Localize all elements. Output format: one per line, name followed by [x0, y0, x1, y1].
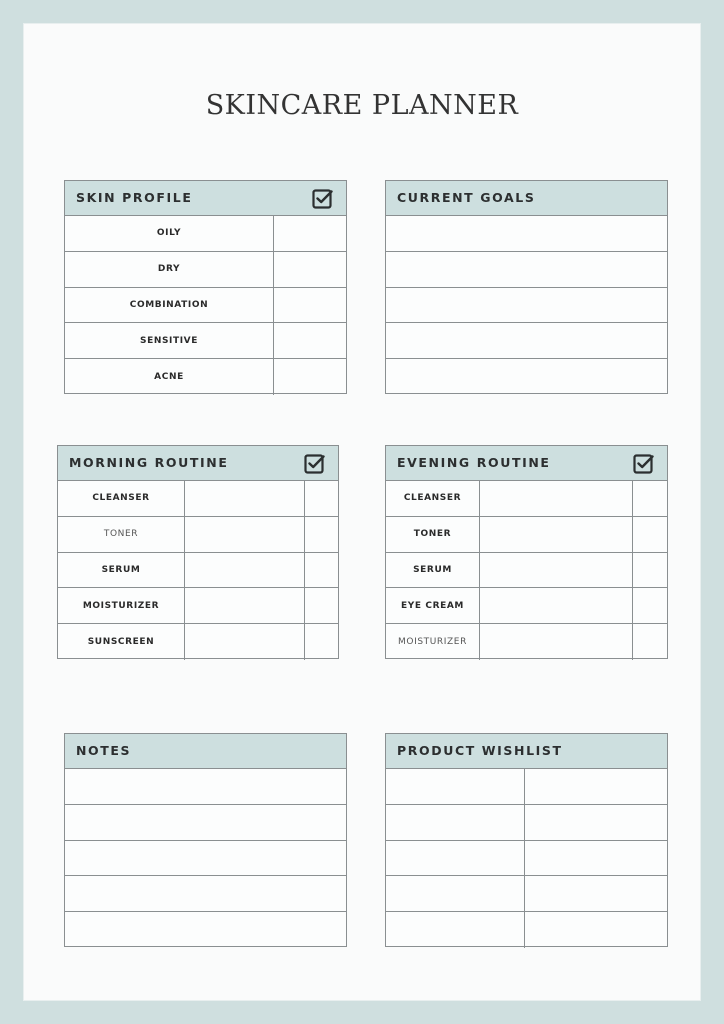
note-row[interactable]	[65, 876, 346, 912]
entry-cell[interactable]	[65, 912, 346, 948]
checkbox-cell[interactable]	[633, 624, 667, 660]
row-label-cell	[58, 553, 185, 588]
checkbox-cell[interactable]	[305, 553, 338, 588]
entry-cell[interactable]	[480, 588, 633, 623]
row-label-cell	[65, 288, 274, 323]
entry-cell[interactable]	[386, 359, 667, 395]
entry-cell[interactable]	[65, 769, 346, 804]
checkbox-cell[interactable]	[305, 624, 338, 660]
note-row[interactable]	[65, 805, 346, 841]
row-label: SERUM	[413, 564, 452, 575]
current-goals-heading: CURRENT GOALS	[397, 190, 536, 205]
checkbox-cell[interactable]	[633, 481, 667, 516]
entry-cell[interactable]	[480, 517, 633, 552]
checkbox-cell[interactable]	[274, 323, 346, 358]
wishlist-row[interactable]	[386, 876, 667, 912]
row-label: CLEANSER	[403, 493, 462, 504]
row-label: OILY	[156, 228, 182, 239]
wishlist-row[interactable]	[386, 841, 667, 877]
product-wishlist-header	[386, 734, 667, 769]
product-wishlist-panel	[385, 733, 668, 947]
entry-cell[interactable]	[386, 841, 525, 876]
entry-cell[interactable]	[480, 553, 633, 588]
row-label: DRY	[157, 264, 181, 275]
row-label-cell	[386, 588, 480, 623]
skin-profile-row	[65, 288, 346, 324]
entry-cell[interactable]	[525, 769, 667, 804]
row-label-cell	[386, 481, 480, 516]
morning-routine-list	[58, 481, 338, 660]
morning-routine-row	[58, 588, 338, 624]
checkbox-icon	[633, 453, 654, 474]
evening-routine-row	[386, 553, 667, 589]
entry-cell[interactable]	[525, 841, 667, 876]
entry-cell[interactable]	[386, 769, 525, 804]
row-label: COMBINATION	[129, 299, 209, 310]
product-wishlist-heading: PRODUCT WISHLIST	[397, 743, 563, 758]
entry-cell[interactable]	[480, 624, 633, 660]
skin-profile-list	[65, 216, 346, 395]
checkbox-cell[interactable]	[274, 252, 346, 287]
row-label: SERUM	[101, 564, 141, 575]
row-label-cell	[58, 517, 185, 552]
row-label: EYE CREAM	[401, 600, 464, 611]
row-label: SENSITIVE	[140, 335, 198, 346]
row-label-cell	[386, 553, 480, 588]
skin-profile-row	[65, 323, 346, 359]
row-label-cell	[65, 216, 274, 251]
skin-profile-heading: SKIN PROFILE	[76, 190, 193, 205]
entry-cell[interactable]	[525, 805, 667, 840]
entry-cell[interactable]	[386, 805, 525, 840]
notes-header	[65, 734, 346, 769]
checkbox-icon	[312, 188, 333, 209]
checkbox-cell[interactable]	[274, 288, 346, 323]
goal-row[interactable]	[386, 216, 667, 252]
skin-profile-row	[65, 359, 346, 395]
entry-cell[interactable]	[525, 876, 667, 911]
skin-profile-row	[65, 216, 346, 252]
checkbox-cell[interactable]	[305, 588, 338, 623]
evening-routine-row	[386, 624, 667, 660]
checkbox-cell[interactable]	[305, 481, 338, 516]
row-label-cell	[58, 624, 185, 660]
entry-cell[interactable]	[386, 912, 525, 948]
row-label-cell	[65, 252, 274, 287]
current-goals-header	[386, 181, 667, 216]
checkbox-icon	[304, 453, 325, 474]
entry-cell[interactable]	[185, 481, 305, 516]
note-row[interactable]	[65, 841, 346, 877]
evening-routine-heading: EVENING ROUTINE	[397, 455, 551, 470]
entry-cell[interactable]	[386, 216, 667, 251]
entry-cell[interactable]	[65, 876, 346, 911]
entry-cell[interactable]	[185, 624, 305, 660]
product-wishlist-list	[386, 769, 667, 948]
row-label: MOISTURIZER	[398, 637, 467, 648]
wishlist-row[interactable]	[386, 769, 667, 805]
row-label: TONER	[413, 529, 452, 540]
checkbox-cell[interactable]	[305, 517, 338, 552]
checkbox-cell[interactable]	[633, 553, 667, 588]
goal-row[interactable]	[386, 288, 667, 324]
entry-cell[interactable]	[386, 252, 667, 287]
row-label-cell	[58, 588, 185, 623]
evening-routine-row	[386, 588, 667, 624]
evening-routine-row	[386, 481, 667, 517]
entry-cell[interactable]	[185, 517, 305, 552]
morning-routine-header	[58, 446, 338, 481]
entry-cell[interactable]	[185, 553, 305, 588]
checkbox-cell[interactable]	[633, 517, 667, 552]
checkbox-cell[interactable]	[633, 588, 667, 623]
skin-profile-row	[65, 252, 346, 288]
entry-cell[interactable]	[525, 912, 667, 948]
row-label-cell	[65, 323, 274, 358]
row-label-cell	[58, 481, 185, 516]
morning-routine-panel	[57, 445, 339, 659]
evening-routine-header	[386, 446, 667, 481]
current-goals-panel	[385, 180, 668, 394]
morning-routine-row	[58, 624, 338, 660]
evening-routine-row	[386, 517, 667, 553]
evening-routine-panel	[385, 445, 668, 659]
entry-cell[interactable]	[65, 805, 346, 840]
note-row[interactable]	[65, 769, 346, 805]
row-label: ACNE	[154, 372, 184, 383]
checkbox-cell[interactable]	[274, 359, 346, 395]
row-label: CLEANSER	[92, 493, 150, 504]
row-label: SUNSCREEN	[87, 637, 155, 648]
notes-heading: NOTES	[76, 743, 132, 758]
skin-profile-header	[65, 181, 346, 216]
morning-routine-heading: MORNING ROUTINE	[69, 455, 229, 470]
skin-profile-panel	[64, 180, 347, 394]
goal-row[interactable]	[386, 252, 667, 288]
row-label-cell	[386, 517, 480, 552]
goal-row[interactable]	[386, 323, 667, 359]
row-label: MOISTURIZER	[82, 600, 160, 611]
current-goals-list	[386, 216, 667, 395]
notes-list	[65, 769, 346, 948]
row-label: TONER	[103, 529, 139, 540]
entry-cell[interactable]	[65, 841, 346, 876]
morning-routine-row	[58, 553, 338, 589]
row-label-cell	[65, 359, 274, 395]
wishlist-row[interactable]	[386, 912, 667, 948]
row-label-cell	[386, 624, 480, 660]
checkbox-cell[interactable]	[274, 216, 346, 251]
entry-cell[interactable]	[386, 876, 525, 911]
morning-routine-row	[58, 481, 338, 517]
page-title: SKINCARE PLANNER	[205, 90, 519, 121]
note-row[interactable]	[65, 912, 346, 948]
entry-cell[interactable]	[185, 588, 305, 623]
wishlist-row[interactable]	[386, 805, 667, 841]
morning-routine-row	[58, 517, 338, 553]
goal-row[interactable]	[386, 359, 667, 395]
entry-cell[interactable]	[386, 323, 667, 358]
evening-routine-list	[386, 481, 667, 660]
entry-cell[interactable]	[480, 481, 633, 516]
notes-panel	[64, 733, 347, 947]
entry-cell[interactable]	[386, 288, 667, 323]
